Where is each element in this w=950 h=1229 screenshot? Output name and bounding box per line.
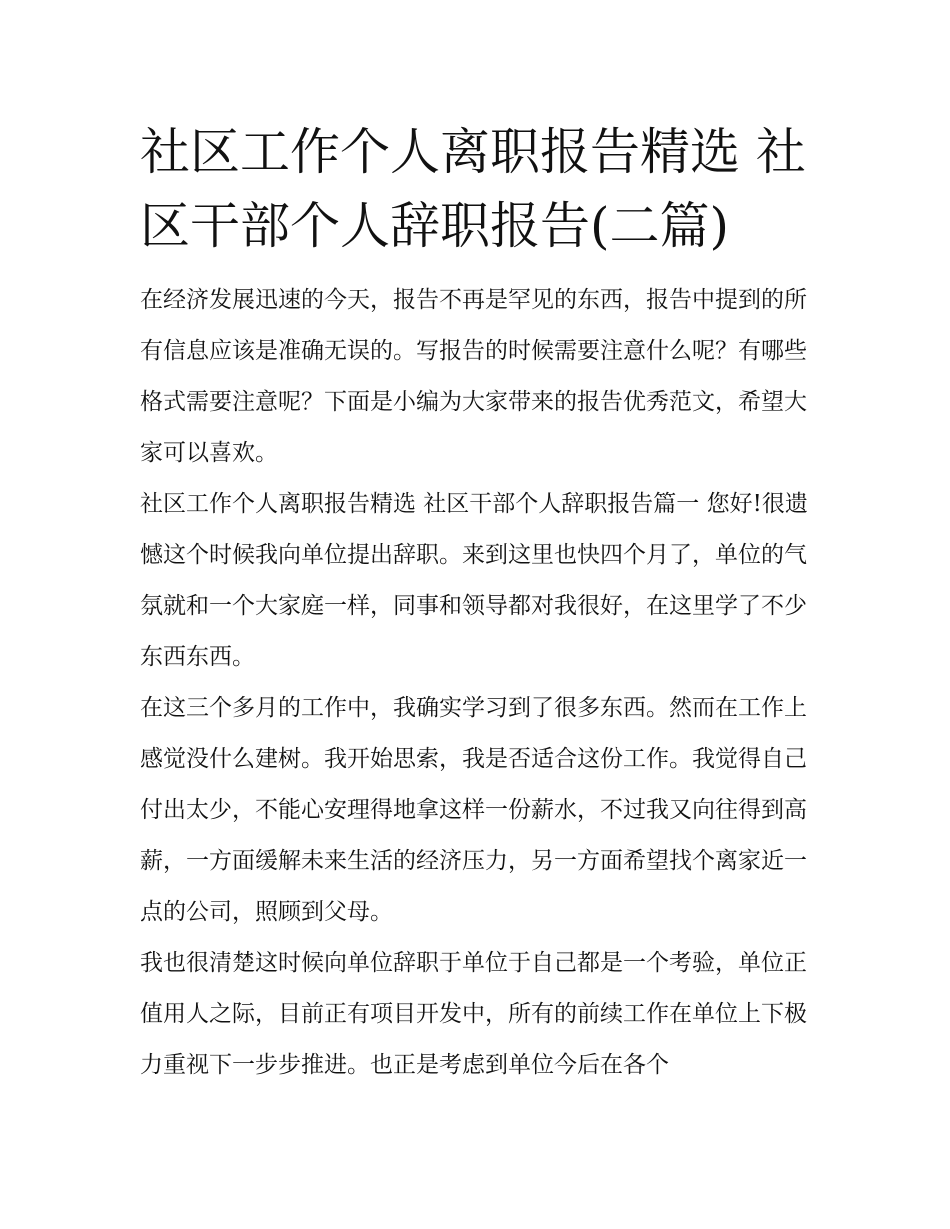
paragraph-consideration: 我也很清楚这时候向单位辞职于单位于自己都是一个考验，单位正值用人之际，目前正有项目开发中，所有的前续工作在单位上下极力重视下一步步推进。也正是考虑到单位今后在各个 <box>140 950 807 1078</box>
paragraph-intro: 在经济发展迅速的今天，报告不再是罕见的东西，报告中提到的所有信息应该是准确无误的。写报告的时候需要注意什么呢？有哪些格式需要注意呢？下面是小编为大家带来的报告优秀范文，希望大家可以喜欢。 <box>140 287 807 466</box>
paragraph-opening: 社区工作个人离职报告精选 社区干部个人辞职报告篇一 您好!很遗憾这个时候我向单位提出辞职。来到这里也快四个月了，单位的气氛就和一个大家庭一样，同事和领导都对我很好，在这里学了不少东西东西。 <box>140 491 808 670</box>
paragraph-reflection: 在这三个多月的工作中，我确实学习到了很多东西。然而在工作上感觉没什么建树。我开始思索，我是否适合这份工作。我觉得自己付出太少，不能心安理得地拿这样一份薪水，不过我又向往得到高薪，一方面缓解未来生活的经济压力，另一方面希望找个离家近一点的公司，照顾到父母。 <box>140 695 807 925</box>
document-title: 社区工作个人离职报告精选 社区干部个人辞职报告(二篇) <box>140 123 806 255</box>
